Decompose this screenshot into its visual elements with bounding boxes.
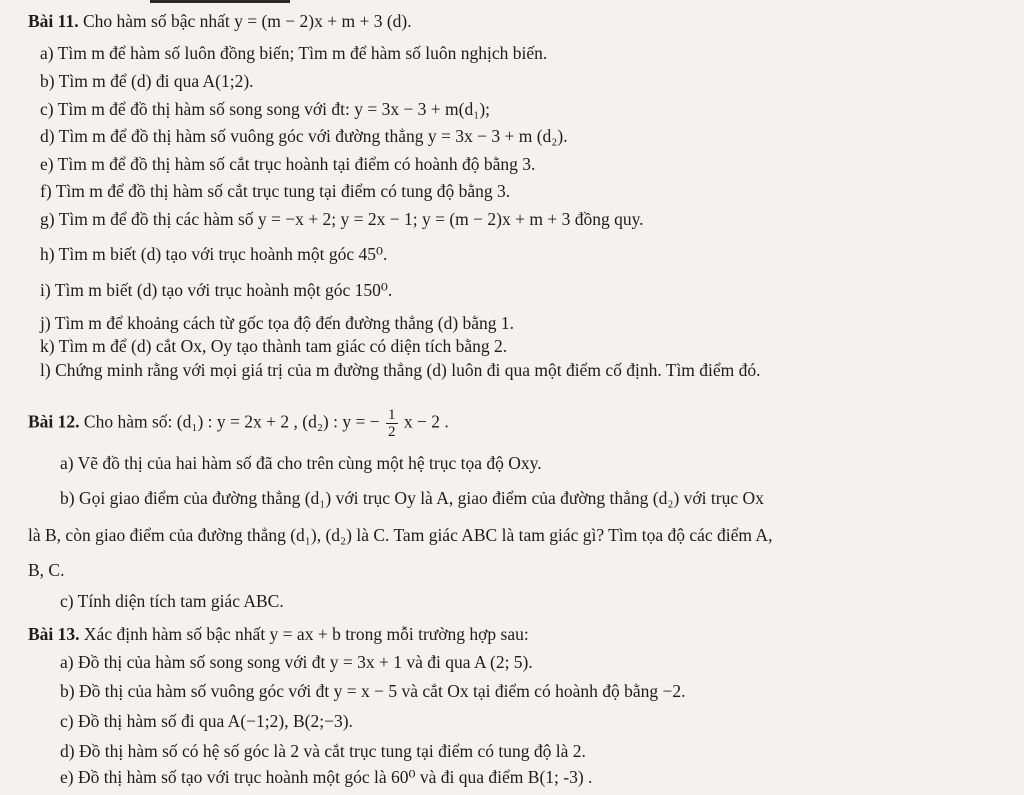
bai12-title: Bài 12. [28, 411, 80, 432]
bai11-item-a: a) Tìm m để hàm số luôn đồng biến; Tìm m để hàm số luôn nghịch biến. [40, 43, 548, 63]
bai13-heading [28, 623, 529, 645]
bai12-intro-tail: x − 2 . [403, 411, 449, 432]
scan-edge-mark [150, 0, 290, 3]
bai11-item-k: k) Tìm m để (d) cắt Ox, Oy tạo thành tam giác có diện tích bằng 2. [40, 336, 508, 356]
fraction-numerator: 1 [388, 407, 396, 423]
bai13-item-c: c) Đồ thị hàm số đi qua A(−1;2), B(2;−3). [60, 711, 353, 731]
bai12-fraction [386, 407, 398, 440]
bai13-intro: Xác định hàm số bậc nhất y = ax + b trong mỗi trường hợp sau: [83, 624, 529, 644]
bai11-title: Bài 11. [28, 11, 79, 31]
bai11-item-g: g) Tìm m để đồ thị các hàm số y = −x + 2; y = 2x − 1; y = (m − 2)x + m + 3 đồng quy. [40, 209, 644, 229]
fraction-denominator: 2 [388, 424, 396, 440]
bai12-item-a: a) Vẽ đồ thị của hai hàm số đã cho trên cùng một hệ trục tọa độ Oxy. [60, 453, 542, 473]
bai13-item-a: a) Đồ thị của hàm số song song với đt y = 3x + 1 và đi qua A (2; 5). [60, 652, 533, 672]
bai11-item-c: c) Tìm m để đồ thị hàm số song song với đt: y = 3x − 3 + m(d₁); [40, 99, 491, 119]
bai11-item-f: f) Tìm m để đồ thị hàm số cắt trục tung tại điểm có tung độ bằng 3. [40, 181, 511, 201]
bai11-item-j: j) Tìm m để khoảng cách từ gốc tọa độ đến đường thẳng (d) bằng 1. [40, 313, 515, 333]
bai11-item-e: e) Tìm m để đồ thị hàm số cắt trục hoành tại điểm có hoành độ bằng 3. [40, 154, 536, 174]
bai11-intro: Cho hàm số bậc nhất y = (m − 2)x + m + 3 (d). [82, 11, 412, 31]
bai13-item-b: b) Đồ thị của hàm số vuông góc với đt y = x − 5 và cắt Ox tại điểm có hoành độ bằng −2. [60, 681, 686, 701]
bai12-item-b-line2: là B, còn giao điểm của đường thẳng (d₁), (d₂) là C. Tam giác ABC là tam giác gì? Tìm tọa độ các điểm A, [28, 525, 773, 545]
bai11-item-l: l) Chứng minh rằng với mọi giá trị của m đường thẳng (d) luôn đi qua một điểm cố định. Tìm điểm đó. [40, 360, 761, 380]
bai11-item-h: h) Tìm m biết (d) tạo với trục hoành một góc 45⁰. [40, 244, 388, 264]
bai11-item-i: i) Tìm m biết (d) tạo với trục hoành một góc 150⁰. [40, 280, 393, 300]
bai12-item-b-line1: b) Gọi giao điểm của đường thẳng (d₁) với trục Oy là A, giao điểm của đường thẳng (d₂) với trục Ox [60, 488, 764, 508]
bai12-item-c: c) Tính diện tích tam giác ABC. [60, 591, 284, 611]
bai11-heading [28, 10, 412, 32]
bai13-title: Bài 13. [28, 624, 80, 644]
bai13-item-e: e) Đồ thị hàm số tạo với trục hoành một góc là 60⁰ và đi qua điểm B(1; -3) . [60, 767, 593, 787]
bai13-item-d: d) Đồ thị hàm số có hệ số góc là 2 và cắt trục tung tại điểm có tung độ là 2. [60, 741, 586, 761]
bai11-item-d: d) Tìm m để đồ thị hàm số vuông góc với đường thẳng y = 3x − 3 + m (d₂). [40, 126, 568, 146]
bai11-item-b: b) Tìm m để (d) đi qua A(1;2). [40, 71, 254, 91]
bai12-heading [28, 407, 449, 440]
bai12-intro: Cho hàm số: (d₁) : y = 2x + 2 , (d₂) : y = − [83, 411, 380, 432]
bai12-item-b-line3: B, C. [28, 560, 65, 580]
